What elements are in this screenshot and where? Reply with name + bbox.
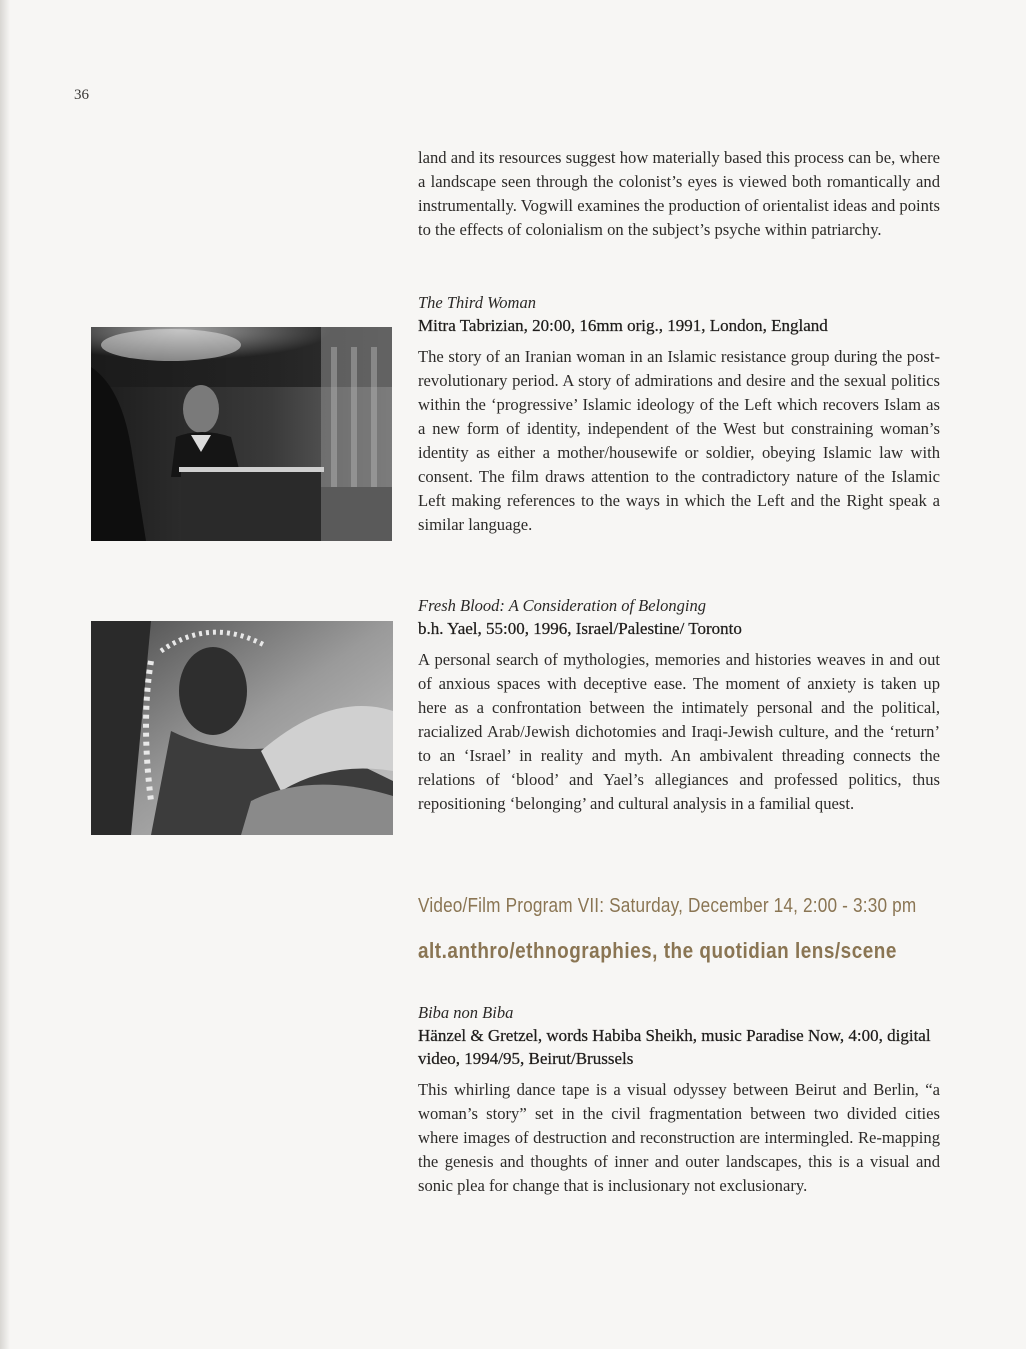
third-woman-film-still [91, 327, 392, 541]
entry-biba-non-biba [418, 1001, 940, 1198]
intro-section [418, 146, 940, 242]
entry-description: This whirling dance tape is a visual odyssey between Beirut and Berlin, “a woman’s story” set in the civil fragmentation between two divided cities where images of destruction and reconstruction are intermingled. Re-mapping the genesis and thoughts of inner and outer landscapes, this is a visual and sonic plea for change that is inclusionary not exclusionary. [418, 1080, 940, 1195]
entry-fresh-blood [418, 594, 940, 816]
entry-title: The Third Woman [418, 293, 536, 312]
entry-credits: Mitra Tabrizian, 20:00, 16mm orig., 1991, London, England [418, 316, 828, 335]
entry-third-woman [418, 291, 940, 537]
entry-description: The story of an Iranian woman in an Islamic resistance group during the post-revolutionary period. A story of admirations and desire and the sexual politics within the ‘progressive’ Islamic ideology of the Left which recovers Islam as a new form of identity, independent of the West but constraining woman’s identity as either a mother/housewife or soldier, obeying Islamic law with consent. The film draws attention to the contradictory nature of the Islamic Left making references to the ways in which the Left and the Right speak a similar language. [418, 347, 940, 534]
intro-paragraph: land and its resources suggest how materially based this process can be, where a landscape seen through the colonist’s eyes is viewed both romantically and instrumentally. Vogwill examines the production of orientalist ideas and points to the effects of colonialism on the subject’s psyche within patriarchy. [418, 148, 940, 239]
program-heading: Video/Film Program VII: Saturday, December 14, 2:00 - 3:30 pm [418, 895, 917, 917]
program-subheading: alt.anthro/ethnographies, the quotidian lens/scene [418, 938, 897, 963]
entry-credits: Hänzel & Gretzel, words Habiba Sheikh, music Paradise Now, 4:00, digital video, 1994/95, Beirut/Brussels [418, 1026, 931, 1068]
page-edge-shadow [0, 0, 10, 1349]
entry-credits: b.h. Yael, 55:00, 1996, Israel/Palestine/ Toronto [418, 619, 742, 638]
entry-title: Fresh Blood: A Consideration of Belonging [418, 596, 706, 615]
fresh-blood-film-still [91, 621, 393, 835]
page-number: 36 [74, 87, 89, 103]
entry-description: A personal search of mythologies, memories and histories weaves in and out of anxious spaces with deceptive ease. The moment of anxiety is taken up here as a confrontation between the intimately personal and the political, racialized Arab/Jewish dichotomies and Iraqi-Jewish culture, and the ‘return’ to an ‘Israel’ in reality and myth. An ambivalent threading connects the relations of ‘blood’ and Yael’s allegiances and professed politics, thus repositioning ‘belonging’ and cultural analysis in a familial quest. [418, 650, 940, 813]
entry-title: Biba non Biba [418, 1003, 514, 1022]
